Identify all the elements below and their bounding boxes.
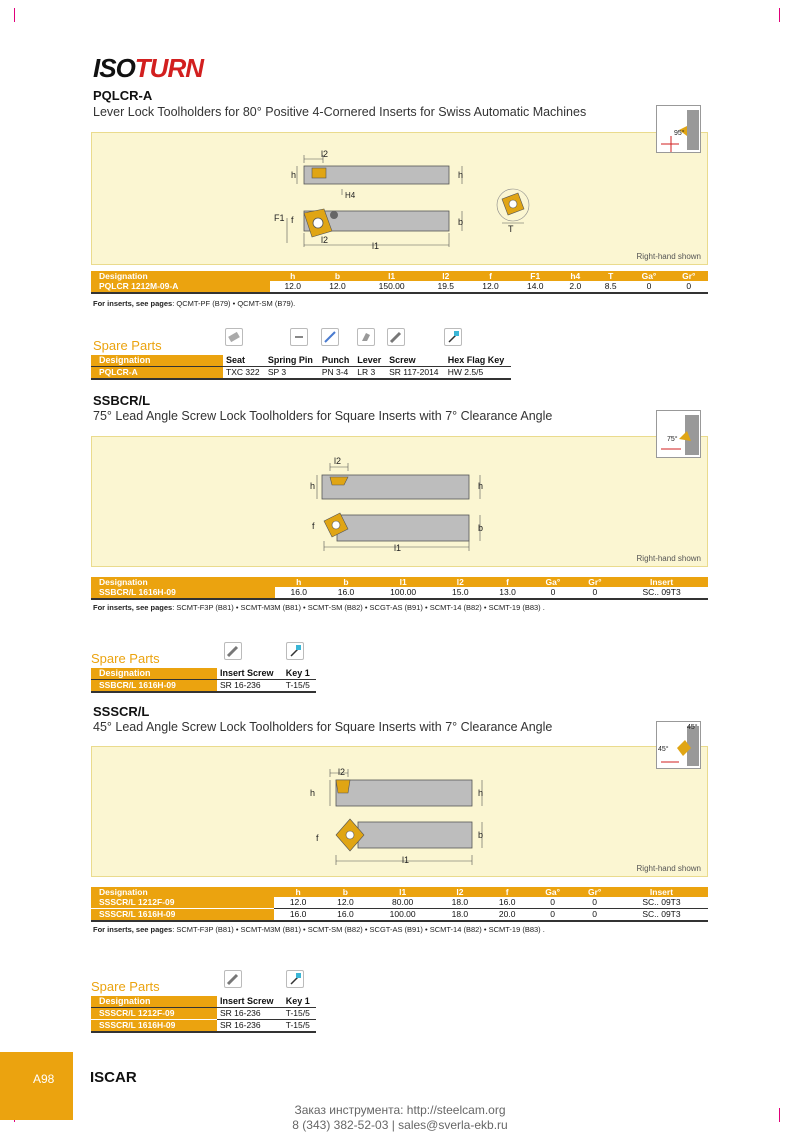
cell-b: 12.0 [315,281,360,293]
col-l2: l2 [436,887,483,897]
cell-T: 8.5 [593,281,628,293]
col-l2: l2 [437,577,484,587]
col-l1: l1 [370,577,437,587]
dim-l2: l2 [338,767,346,777]
section1-subtitle: Lever Lock Toolholders for 80° Positive 4-Cornered Inserts for Swiss Automatic Machines [93,105,587,119]
dim-h-left: h [310,788,316,798]
spare-col-hex-flag-key: Hex Flag Key [445,355,511,367]
cell-Gr: 0 [670,281,708,293]
col-designation: Designation [91,887,274,897]
cell-insert: SC.. 09T3 [615,897,708,909]
spare-key: T-15/5 [283,1008,316,1020]
spring-pin-icon [290,328,308,346]
section3-spec-table [91,887,708,922]
cell-b: 12.0 [322,897,369,909]
screw-icon [387,328,405,346]
col-l1: l1 [369,887,436,897]
col-designation: Designation [91,271,270,281]
spare-designation: PQLCR-A [91,367,223,380]
cell-b: 16.0 [322,587,369,599]
seat-icon [225,328,243,346]
cell-insert: SC.. 09T3 [615,587,708,599]
col-l2: l2 [423,271,468,281]
dim-h-left: h [291,170,297,180]
dim-f: f [291,215,294,225]
spare-col-key: Key 1 [283,668,316,680]
insert-screw-icon [224,970,242,988]
spare-col-lever: Lever [354,355,386,367]
section2-code: SSBCR/L [93,393,151,408]
row-designation: PQLCR 1212M-09-A [91,281,270,293]
spare-insert-screw: SR 16-236 [217,1008,283,1020]
section2-spare-title: Spare Parts [91,651,160,666]
crop-mark-tr [779,8,780,22]
right-hand-note: Right-hand shown [636,554,701,563]
punch-icon [321,328,339,346]
cell-l1: 100.00 [370,587,437,599]
cell-Ga: 0 [531,587,574,599]
cell-f: 16.0 [484,897,531,909]
spare-lever: LR 3 [354,367,386,380]
cell-f: 13.0 [484,587,531,599]
col-b: b [322,577,369,587]
cell-h: 16.0 [274,909,321,922]
row-designation: SSSCR/L 1616H-09 [91,909,274,922]
col-f: f [468,271,513,281]
right-hand-note: Right-hand shown [636,864,701,873]
table-row [91,587,708,599]
cell-l1: 80.00 [369,897,436,909]
cell-Ga: 0 [628,281,669,293]
dim-b: b [458,217,464,227]
spare-col-screw: Screw [386,355,445,367]
logo-turn: TURN [134,53,204,83]
inset-angle-top: 45° [687,724,698,731]
section1-drawing [92,133,709,266]
cell-Gr: 0 [574,909,615,922]
spare-designation: SSBCR/L 1616H-09 [91,680,217,693]
cell-l1: 100.00 [369,909,436,922]
isoturn-logo [93,55,203,81]
table-row [91,909,708,922]
row-designation: SSBCR/L 1616H-09 [91,587,275,599]
cell-h: 16.0 [275,587,322,599]
spare-hex-flag-key: HW 2.5/5 [445,367,511,380]
cell-f: 12.0 [468,281,513,293]
cell-l2: 18.0 [436,897,483,909]
col-Gr: Gr° [670,271,708,281]
section1-code: PQLCR-A [93,88,153,103]
section3-drawing-box [91,746,708,877]
cell-l2: 18.0 [436,909,483,922]
col-b: b [315,271,360,281]
section3-spare-table [91,996,316,1033]
table-row [91,1020,316,1033]
section3-spare-title: Spare Parts [91,979,160,994]
col-h: h [275,577,322,587]
cell-l2: 19.5 [423,281,468,293]
spare-col-key: Key 1 [283,996,316,1008]
dim-h-right: h [458,170,464,180]
hex-flag-key-icon [444,328,462,346]
cell-l2: 15.0 [437,587,484,599]
section1-drawing-box [91,132,708,265]
dim-l1: l1 [402,855,410,865]
table-row [91,281,708,293]
spare-punch: PN 3-4 [319,367,354,380]
dim-l1: l1 [394,543,402,553]
spare-key: T-15/5 [283,1020,316,1033]
section2-insert-note [93,603,545,612]
inset-angle: 95° [674,130,685,137]
cell-Gr: 0 [575,587,616,599]
dim-h4: H4 [345,191,356,200]
table-row [91,367,511,380]
spare-col-spring-pin: Spring Pin [265,355,319,367]
iscar-brand: ISCAR [90,1069,137,1086]
row-designation: SSSCR/L 1212F-09 [91,897,274,909]
spare-insert-screw: SR 16-236 [217,1020,283,1033]
col-designation: Designation [91,577,275,587]
spare-key: T-15/5 [283,680,316,693]
section1-spare-table [91,355,511,380]
spare-col-seat: Seat [223,355,265,367]
col-T: T [593,271,628,281]
col-insert: Insert [615,887,708,897]
cell-l1: 150.00 [360,281,424,293]
table-row [91,1008,316,1020]
col-f: f [484,577,531,587]
cell-h4: 2.0 [558,281,593,293]
section2-drawing-box [91,436,708,567]
dim-f: f [316,833,319,843]
table-row [91,897,708,909]
lever-icon [357,328,375,346]
angle-diagram [657,411,702,459]
section2-spare-table [91,668,316,693]
spare-insert-screw: SR 16-236 [217,680,283,693]
cell-insert: SC.. 09T3 [615,909,708,922]
table-row [91,680,316,693]
col-F1: F1 [513,271,558,281]
section3-subtitle: 45° Lead Angle Screw Lock Toolholders for Square Inserts with 7° Clearance Angle [93,720,553,734]
col-Ga: Gа° [531,887,575,897]
section3-code: SSSCR/L [93,704,150,719]
col-b: b [322,887,369,897]
col-h: h [274,887,321,897]
note-text: : SCMT-F3P (B81) • SCMT-M3M (B81) • SCMT-SM (B82) • SCGT-AS (B91) • SCMT-14 (B82) • SCMT-19 (B83) . [172,925,545,934]
cell-h: 12.0 [270,281,315,293]
key-icon [286,642,304,660]
col-h4: h4 [558,271,593,281]
dim-h-left: h [310,481,316,491]
dim-l2-lower: l2 [321,235,329,245]
note-text: : QCMT-PF (B79) • QCMT-SM (B79). [172,299,296,308]
spare-spring-pin: SP 3 [265,367,319,380]
spare-designation: SSSCR/L 1616H-09 [91,1020,217,1033]
inset-angle: 75° [667,436,678,443]
section1-spec-table [91,271,708,294]
inset-angle-side: 45° [658,746,669,753]
spare-col-designation: Designation [91,996,217,1008]
col-Ga: Gа° [628,271,669,281]
dim-b: b [478,830,484,840]
dim-l2: l2 [334,456,342,466]
spare-designation: SSSCR/L 1212F-09 [91,1008,217,1020]
crop-mark-tl [14,8,15,22]
col-Gr: Gr° [575,577,616,587]
cell-Ga: 0 [531,909,575,922]
dim-h-right: h [478,481,484,491]
cell-b: 16.0 [322,909,369,922]
section1-angle-inset [656,105,701,153]
section1-spare-title: Spare Parts [93,338,162,353]
page-number: A98 [33,1072,55,1086]
spare-col-punch: Punch [319,355,354,367]
spare-screw: SR 117-2014 [386,367,445,380]
note-label: For inserts, see pages [93,603,173,612]
cell-Ga: 0 [531,897,575,909]
note-label: For inserts, see pages [93,299,173,308]
col-f: f [484,887,531,897]
spare-col-designation: Designation [91,668,217,680]
dim-h-right: h [478,788,484,798]
note-text: : SCMT-F3P (B81) • SCMT-M3M (B81) • SCMT-SM (B82) • SCGT-AS (B91) • SCMT-14 (B82) • SCMT-19 (B83) . [172,603,545,612]
insert-screw-icon [224,642,242,660]
dim-f: f [312,521,315,531]
contact-line: 8 (343) 382-52-03 | sales@sverla-ekb.ru [292,1118,508,1132]
spare-col-insert-screw: Insert Screw [217,668,283,680]
cell-f: 20.0 [484,909,531,922]
section2-spec-table [91,577,708,600]
section3-insert-note [93,925,545,934]
cell-h: 12.0 [274,897,321,909]
dim-l2: l2 [321,149,329,159]
col-insert: Insert [615,577,708,587]
section2-subtitle: 75° Lead Angle Screw Lock Toolholders for Square Inserts with 7° Clearance Angle [93,409,553,423]
note-label: For inserts, see pages [93,925,173,934]
spare-col-designation: Designation [91,355,223,367]
right-hand-note: Right-hand shown [636,252,701,261]
col-l1: l1 [360,271,424,281]
section3-drawing [92,747,709,878]
cell-Gr: 0 [574,897,615,909]
logo-iso: ISO [93,53,135,83]
section2-angle-inset [656,410,701,458]
order-line: Заказ инструмента: http://steelcam.org [294,1103,506,1117]
dim-b: b [478,523,484,533]
col-Gr: Gr° [574,887,615,897]
dim-l1: l1 [372,241,380,251]
spare-col-insert-screw: Insert Screw [217,996,283,1008]
key-icon [286,970,304,988]
section3-angle-inset [656,721,701,769]
col-Ga: Gа° [531,577,574,587]
dim-T: T [508,224,514,234]
col-h: h [270,271,315,281]
spare-seat: TXC 322 [223,367,265,380]
dim-f1: F1 [274,213,285,223]
section1-insert-note [93,299,295,308]
cell-F1: 14.0 [513,281,558,293]
